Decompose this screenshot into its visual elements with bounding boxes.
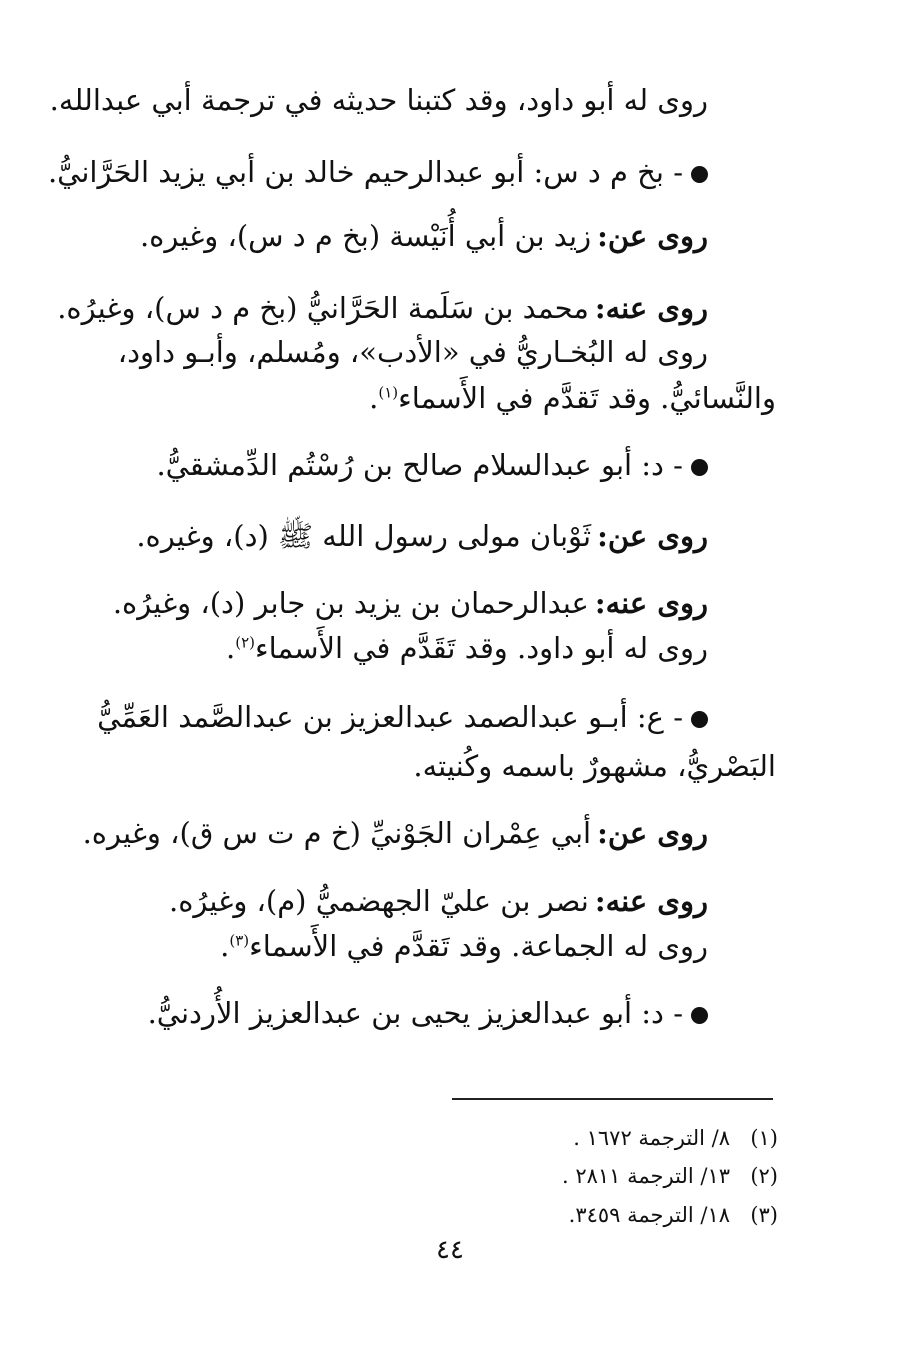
footnote-text: ١٣/ الترجمة ٢٨١١ . <box>561 1164 730 1188</box>
rawa-an-text: ثَوْبان مولى رسول الله ﷺ (د)، وغيره. <box>136 519 592 553</box>
footnote-number: (٣) <box>750 1203 778 1227</box>
page-number: ٤٤ <box>436 1235 464 1265</box>
footnote-ref[interactable]: (١) <box>378 383 399 402</box>
footnote-ref[interactable]: (٣) <box>229 931 250 950</box>
footnote <box>562 1161 778 1191</box>
entry-heading-text: - ع: أبـو عبدالصمد عبدالعزيز بن عبدالصَّمد العَمِّيُّ <box>97 700 683 734</box>
rawa-anhu-label: روى عنه: <box>594 291 708 325</box>
note-text: روى له البُخـاريُّ في «الأدب»، ومُسلم، وأبـو داود، <box>117 335 708 369</box>
footnote <box>569 1200 778 1230</box>
rawa-anhu-label: روى عنه: <box>594 884 708 918</box>
note-line <box>118 332 708 372</box>
entry-heading-text: البَصْريُّ، مشهورٌ باسمه وكُنيته. <box>413 749 776 783</box>
bullet-icon <box>691 711 708 728</box>
bullet-icon <box>691 1007 708 1024</box>
entry-heading-cont <box>413 746 776 786</box>
footnote-separator <box>452 1098 773 1100</box>
rawa-an-label: روى عن: <box>597 519 708 553</box>
rawa-anhu-label: روى عنه: <box>594 586 708 620</box>
rawa-an-text: زيد بن أبي أُنَيْسة (بخ م د س)، وغيره. <box>139 219 592 253</box>
bullet-icon <box>691 459 708 476</box>
footnote-number: (١) <box>750 1126 778 1150</box>
rawa-an-text: أبي عِمْران الجَوْنيِّ (خ م ت س ق)، وغيره. <box>82 816 592 850</box>
rawa-anhu-text: نصر بن عليّ الجهضميُّ (م)، وغيرُه. <box>168 884 589 918</box>
note-line: روى له الجماعة. وقد تَقدَّم في الأَسماء$^{(٣)}$. <box>220 929 708 963</box>
footnote-number: (٢) <box>750 1164 778 1188</box>
rawa-anhu-line <box>57 288 708 328</box>
rawa-anhu-text: محمد بن سَلَمة الحَرَّانيُّ (بخ م د س)، وغيرُه. <box>57 291 589 325</box>
entry-heading-text: - د: أبو عبدالسلام صالح بن رُسْتُم الدِّمشقيُّ. <box>156 448 683 482</box>
rawa-anhu-line <box>113 583 708 623</box>
note-text: والنَّسائيُّ. وقد تَقدَّم في الأَسماء <box>398 381 776 415</box>
footnote-text: ١٨/ الترجمة ٣٤٥٩. <box>568 1203 730 1227</box>
entry-heading <box>156 445 708 485</box>
entry-heading <box>97 697 708 737</box>
rawa-an-line <box>140 216 708 256</box>
entry-heading <box>148 993 708 1033</box>
footnote-ref[interactable]: (٢) <box>235 633 255 652</box>
rawa-an-label: روى عن: <box>597 219 708 253</box>
entry-heading <box>48 152 708 192</box>
footnote <box>573 1123 778 1153</box>
text-line <box>50 80 708 120</box>
rawa-anhu-text: عبدالرحمان بن يزيد بن جابر (د)، وغيرُه. <box>112 586 589 620</box>
line-text: روى له أبو داود، وقد كتبنا حديثه في ترجمة أبي عبدالله. <box>49 83 708 117</box>
rawa-an-line <box>136 516 708 556</box>
note-text: روى له أبو داود. وقد تَقَدَّم في الأَسماء <box>254 631 708 665</box>
entry-heading-text: - بخ م د س: أبو عبدالرحيم خالد بن أبي يزيد الحَرَّانيُّ. <box>47 155 683 189</box>
note-line: والنَّسائيُّ. وقد تَقدَّم في الأَسماء$^{(١)}$. <box>369 381 776 415</box>
note-text: روى له الجماعة. وقد تَقدَّم في الأَسماء <box>249 929 708 963</box>
bullet-icon <box>691 166 708 183</box>
rawa-an-label: روى عن: <box>597 816 708 850</box>
rawa-anhu-line <box>169 881 708 921</box>
note-line: روى له أبو داود. وقد تَقَدَّم في الأَسماء$^{(٢)}$. <box>225 631 708 665</box>
rawa-an-line <box>83 813 708 853</box>
footnote-text: ٨/ الترجمة ١٦٧٢ . <box>573 1126 730 1150</box>
entry-heading-text: - د: أبو عبدالعزيز يحيى بن عبدالعزيز الأُردنيُّ. <box>147 996 683 1030</box>
